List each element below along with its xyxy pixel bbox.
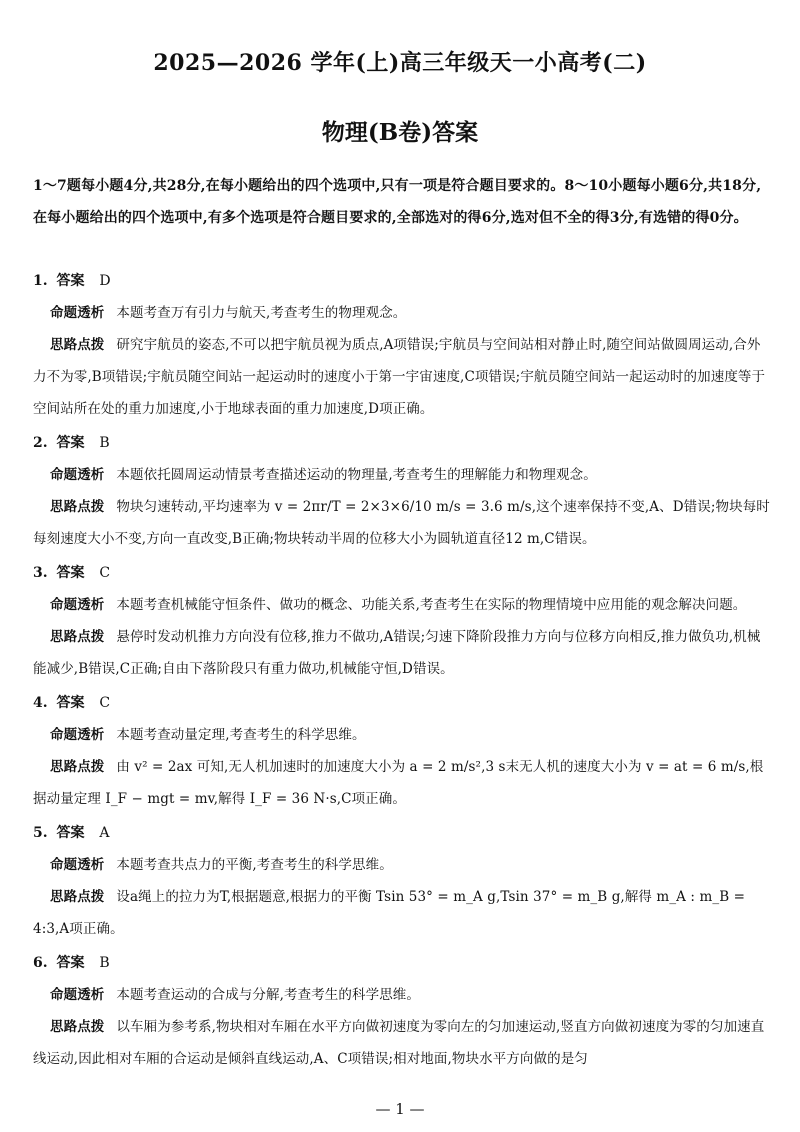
analysis-row [33,297,773,329]
analysis-label: 命题透析 [50,305,105,321]
hint-label: 思路点拨 [50,889,105,905]
answer-choice: B [99,955,110,971]
question-number: 4. [33,695,48,711]
hint-text: 物块匀速转动,平均速率为 v = 2πr/T = 2×3×6/10 m/s = 3.6 m/s,这个速率保持不变,A、D错误;物块每时每刻速度大小不变,方向一直改变,B正确;物块转动半周的位移大小为圆轨道直径12 m,C错误。 [33,499,770,547]
analysis-label: 命题透析 [50,857,105,873]
analysis-row [33,719,773,751]
hint-row [33,881,773,945]
question-number: 6. [33,955,48,971]
analysis-text: 本题考查机械能守恒条件、做功的概念、功能关系,考查考生在实际的物理情境中应用能的观念解决问题。 [116,597,747,613]
answer-label: 答案 [56,825,85,841]
analysis-label: 命题透析 [50,467,105,483]
hint-row [33,491,773,555]
hint-label: 思路点拨 [50,759,105,775]
hint-label: 思路点拨 [50,337,105,353]
analysis-row [33,849,773,881]
scoring-instructions: 1～7题每小题4分,共28分,在每小题给出的四个选项中,只有一项是符合题目要求的。8～10小题每小题6分,共18分,在每小题给出的四个选项中,有多个选项是符合题目要求的,全部选对的得6分,选对但不全的得3分,有选错的得0分。 [33,178,762,226]
hint-text: 悬停时发动机推力方向没有位移,推力不做功,A错误;匀速下降阶段推力方向与位移方向相反,推力做负功,机械能减少,B错误,C正确;自由下落阶段只有重力做功,机械能守恒,D错误。 [33,629,761,677]
question-2 [33,427,773,555]
question-number: 1. [33,273,48,289]
hint-label: 思路点拨 [50,629,105,645]
answer-choice: C [99,565,111,581]
hint-text: 以车厢为参考系,物块相对车厢在水平方向做初速度为零向左的匀加速运动,竖直方向做初速度为零的匀加速直线运动,因此相对车厢的合运动是倾斜直线运动,A、C项错误;相对地面,物块水平方向做的是匀 [33,1019,765,1067]
analysis-label: 命题透析 [50,727,105,743]
hint-text: 设a绳上的拉力为T,根据题意,根据力的平衡 Tsin 53° = m_A g,Tsin 37° = m_B g,解得 m_A : m_B = 4:3,A项正确。 [33,889,746,937]
analysis-row [33,459,773,491]
analysis-text: 本题考查万有引力与航天,考查考生的物理观念。 [116,305,407,321]
analysis-row [33,979,773,1011]
answer-label: 答案 [56,565,85,581]
answer-list [33,265,773,1077]
question-6 [33,947,773,1075]
answer-choice: A [99,825,110,841]
question-5 [33,817,773,945]
analysis-label: 命题透析 [50,987,105,1003]
hint-row [33,329,773,425]
question-number: 3. [33,565,48,581]
analysis-label: 命题透析 [50,597,105,613]
hint-text: 研究宇航员的姿态,不可以把宇航员视为质点,A项错误;宇航员与空间站相对静止时,随空间站做圆周运动,合外力不为零,B项错误;宇航员随空间站一起运动时的速度小于第一宇宙速度,C项错误;宇航员随空间站一起运动时的加速度等于空间站所在处的重力加速度,小于地球表面的重力加速度,D项正确。 [33,337,766,417]
hint-label: 思路点拨 [50,499,105,515]
answer-choice: C [99,695,111,711]
analysis-text: 本题依托圆周运动情景考查描述运动的物理量,考查考生的理解能力和物理观念。 [116,467,597,483]
answer-label: 答案 [56,695,85,711]
answer-label: 答案 [56,273,85,289]
answer-label: 答案 [56,955,85,971]
question-4 [33,687,773,815]
hint-row [33,751,773,815]
hint-text: 由 v² = 2ax 可知,无人机加速时的加速度大小为 a = 2 m/s²,3 s末无人机的速度大小为 v = at = 6 m/s,根据动量定理 I_F − mgt = mv,解得 I_F = 36 N·s,C项正确。 [33,759,764,807]
answer-label: 答案 [56,435,85,451]
analysis-row [33,589,773,621]
question-number: 2. [33,435,48,451]
page-number: — 1 — [375,1100,425,1118]
analysis-text: 本题考查动量定理,考查考生的科学思维。 [116,727,366,743]
analysis-text: 本题考查共点力的平衡,考查考生的科学思维。 [116,857,393,873]
page-title: 物理(B卷)答案 [321,119,479,146]
hint-row [33,1011,773,1075]
hint-row [33,621,773,685]
hint-label: 思路点拨 [50,1019,105,1035]
question-number: 5. [33,825,48,841]
answer-choice: D [99,273,111,289]
answer-choice: B [99,435,110,451]
question-3 [33,557,773,685]
question-1 [33,265,773,425]
analysis-text: 本题考查运动的合成与分解,考查考生的科学思维。 [116,987,420,1003]
exam-title: 2025—2026 学年(上)高三年级天一小高考(二) [153,50,647,76]
